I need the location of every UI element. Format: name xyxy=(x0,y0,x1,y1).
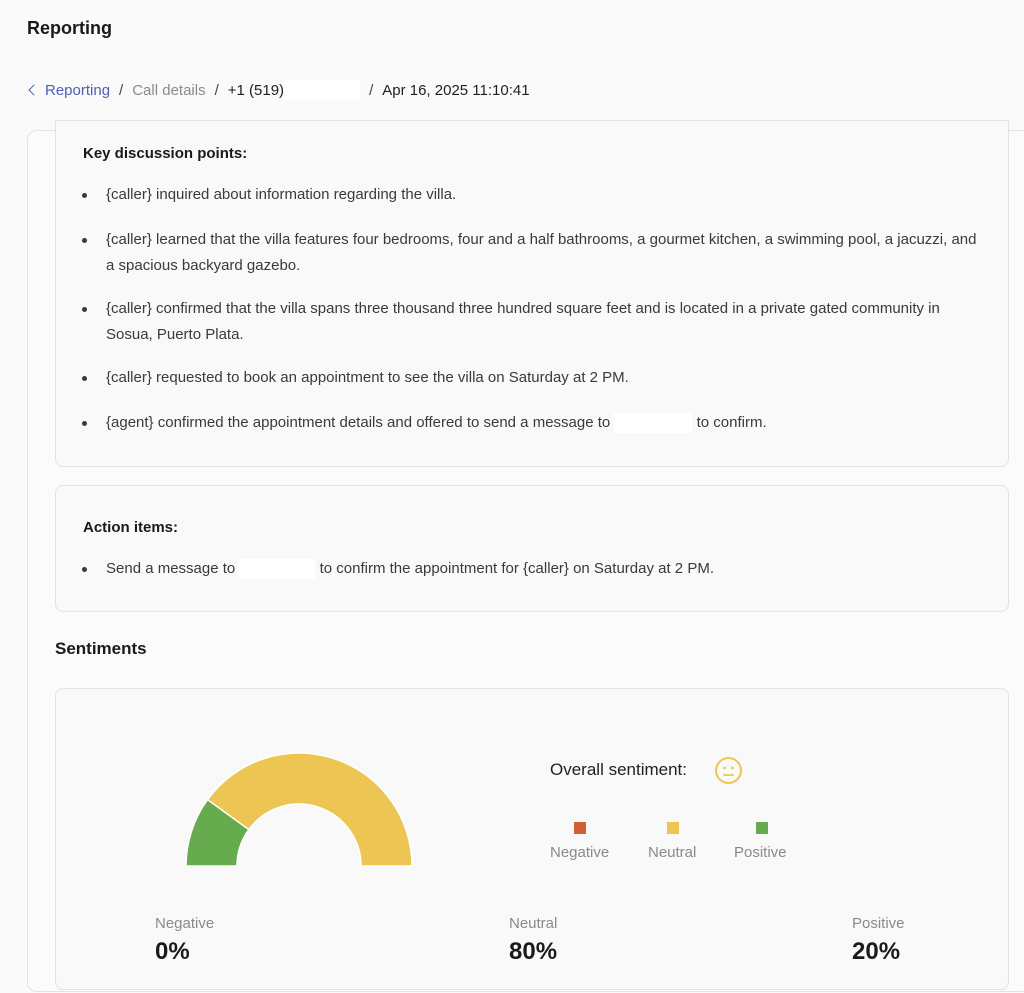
list-item-text: to confirm the appointment for {caller} on Saturday at 2 PM. xyxy=(319,560,714,577)
breadcrumb-separator: / xyxy=(119,81,124,99)
list-item-text: Send a message to xyxy=(106,560,236,577)
list-item xyxy=(106,556,978,582)
action-items-heading: Action items: xyxy=(83,519,179,536)
sentiment-gauge-chart xyxy=(151,729,451,929)
list-item-text: {agent} confirmed the appointment details and offered to send a message to xyxy=(106,414,611,431)
page-title: Reporting xyxy=(27,18,112,38)
action-items-list xyxy=(106,556,978,582)
stat-label-neutral: Neutral xyxy=(509,915,558,932)
redacted-block xyxy=(239,559,315,579)
list-item: {caller} inquired about information regarding the villa. xyxy=(106,182,978,208)
list-item: {caller} requested to book an appointment to see the villa on Saturday at 2 PM. xyxy=(106,365,978,391)
redacted-block xyxy=(284,80,360,100)
breadcrumb-back-link[interactable] xyxy=(27,82,110,99)
legend-label-negative: Negative xyxy=(550,844,610,861)
breadcrumb-datetime: Apr 16, 2025 11:10:41 xyxy=(382,81,530,99)
legend-label-neutral: Neutral xyxy=(648,844,697,861)
stat-label-negative: Negative xyxy=(155,915,215,932)
key-points-heading: Key discussion points: xyxy=(83,145,248,162)
action-items-card xyxy=(55,485,1009,612)
legend-swatch-neutral xyxy=(667,822,679,834)
sentiments-title: Sentiments xyxy=(55,639,147,658)
list-item-text: to confirm. xyxy=(696,414,767,431)
breadcrumb-separator: / xyxy=(369,81,374,99)
chevron-left-icon xyxy=(28,84,39,95)
redacted-block xyxy=(614,413,692,433)
stat-value-negative: 0% xyxy=(155,938,190,965)
breadcrumb xyxy=(27,80,530,100)
stat-value-positive: 20% xyxy=(852,938,901,965)
stat-value-neutral: 80% xyxy=(509,938,558,965)
breadcrumb-phone: +1 (519) xyxy=(227,81,285,99)
neutral-face-icon xyxy=(714,756,743,785)
key-points-list xyxy=(106,182,978,436)
sentiments-card xyxy=(55,688,1009,990)
list-item: {caller} confirmed that the villa spans three thousand three hundred square feet and is located in a private gated community in Sosua, Puerto Plata. xyxy=(106,296,978,348)
key-points-card xyxy=(55,120,1009,467)
breadcrumb-reporting[interactable]: Reporting xyxy=(45,81,111,99)
breadcrumb-separator: / xyxy=(214,81,219,99)
legend-label-positive: Positive xyxy=(734,844,787,861)
list-item xyxy=(106,410,978,436)
stat-label-positive: Positive xyxy=(852,915,905,932)
legend-swatch-negative xyxy=(574,822,586,834)
list-item: {caller} learned that the villa features four bedrooms, four and a half bathrooms, a gourmet kitchen, a swimming pool, a jacuzzi, and a spacious backyard gazebo. xyxy=(106,227,978,279)
breadcrumb-call-details[interactable]: Call details xyxy=(132,81,206,99)
legend-swatch-positive xyxy=(756,822,768,834)
overall-sentiment-label: Overall sentiment: xyxy=(550,760,687,779)
